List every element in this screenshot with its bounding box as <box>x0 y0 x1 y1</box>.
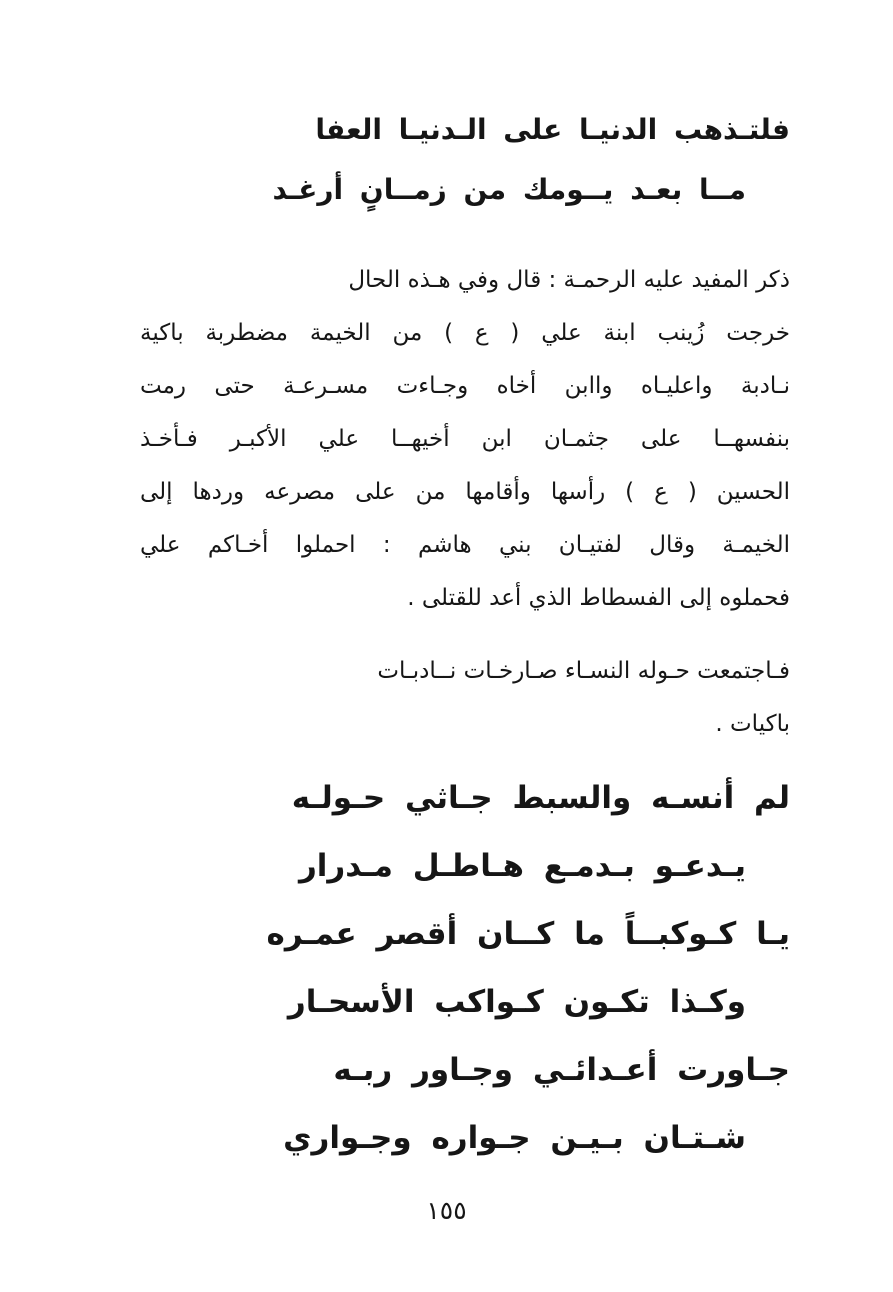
narration-paragraph-1 <box>140 254 790 625</box>
closing-verse <box>140 764 790 1172</box>
page-number: ١٥٥ <box>426 1196 467 1225</box>
opening-verse <box>140 100 790 220</box>
prose-line: خرجت زُينب ابنة علي ( ع ) من الخيمة مضطربة باكية <box>140 320 790 346</box>
verse-line: يـا كـوكبــاً ما كــان أقصر عمـره <box>266 916 790 952</box>
narration-paragraph-2 <box>140 645 790 751</box>
prose-line: نـادبة واعليـاه واابن أخاه وجـاءت مسـرعـة حتى رمت <box>140 373 790 399</box>
verse-line: وكـذا تكـون كـواكب الأسحـار <box>287 984 746 1020</box>
verse-line: فلتـذهب الدنيـا على الـدنيـا العفا <box>315 113 790 146</box>
prose-line: فـاجتمعت حـوله النسـاء صـارخـات نــادبـات <box>377 658 790 684</box>
prose-line: ذكر المفيد عليه الرحمـة : قال وفي هـذه الحال <box>348 267 790 293</box>
verse-line: لم أنسـه والسبط جـاثي حـولـه <box>291 780 790 816</box>
prose-line: الخيمـة وقال لفتيـان بني هاشم : احملوا أخـاكم علي <box>140 532 790 558</box>
verse-line: شـتـان بـيـن جـواره وجـواري <box>283 1120 746 1156</box>
verse-line: يـدعـو بـدمـع هـاطـل مـدرار <box>298 848 746 884</box>
verse-line: جـاورت أعـدائـي وجـاور ربـه <box>333 1052 790 1088</box>
prose-line: الحسين ( ع ) رأسها وأقامها من على مصرعه وردها إلى <box>140 479 790 505</box>
prose-line: باكيات . <box>715 711 790 737</box>
prose-line: فحملوه إلى الفسطاط الذي أعد للقتلى . <box>407 585 790 611</box>
prose-line: بنفسهــا على جثمـان ابن أخيهــا علي الأكبـر فـأخـذ <box>140 426 790 452</box>
verse-line: مــا بعـد يــومك من زمــانٍ أرغـد <box>272 173 746 206</box>
